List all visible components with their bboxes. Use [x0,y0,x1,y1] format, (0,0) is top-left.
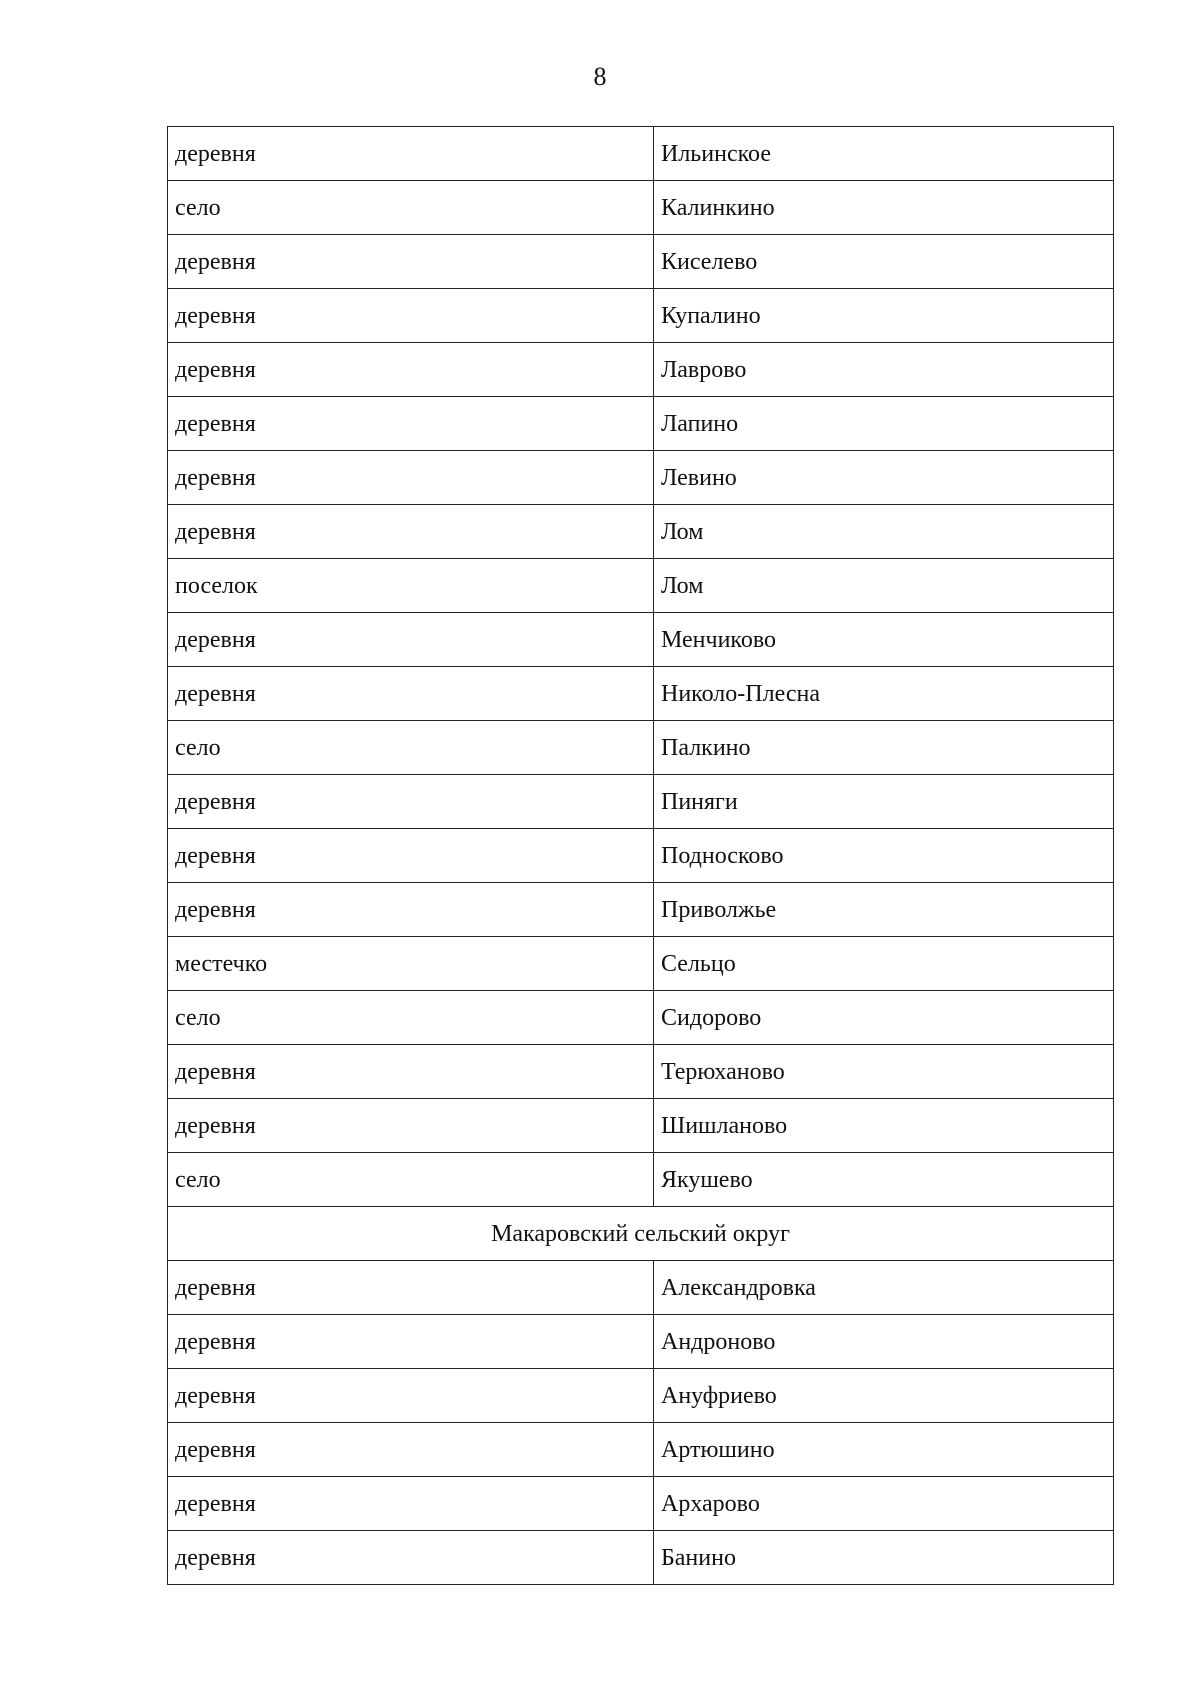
table-row [168,451,1114,505]
table-row [168,289,1114,343]
table-row [168,1099,1114,1153]
table-row [168,505,1114,559]
settlement-type-cell: деревня [168,451,654,505]
settlement-type-cell: деревня [168,1531,654,1585]
table-row [168,235,1114,289]
settlement-type-cell: деревня [168,1477,654,1531]
table-row [168,775,1114,829]
settlement-name-cell: Менчиково [654,613,1114,667]
settlement-name-cell: Андроново [654,1315,1114,1369]
settlement-type-cell: село [168,1153,654,1207]
settlement-name-cell: Пиняги [654,775,1114,829]
section-heading: Макаровский сельский округ [168,1207,1114,1261]
table-row [168,397,1114,451]
settlement-name-cell: Лапино [654,397,1114,451]
table-row [168,1477,1114,1531]
settlement-name-cell: Артюшино [654,1423,1114,1477]
settlement-name-cell: Ануфриево [654,1369,1114,1423]
settlement-type-cell: деревня [168,289,654,343]
settlement-name-cell: Банино [654,1531,1114,1585]
table-row [168,721,1114,775]
table-row [168,1045,1114,1099]
settlement-type-cell: деревня [168,883,654,937]
settlement-type-cell: деревня [168,1099,654,1153]
table-row [168,1423,1114,1477]
settlement-name-cell: Шишланово [654,1099,1114,1153]
settlement-type-cell: деревня [168,667,654,721]
settlement-type-cell: деревня [168,235,654,289]
settlement-type-cell: деревня [168,1261,654,1315]
settlement-type-cell: деревня [168,1045,654,1099]
settlement-type-cell: местечко [168,937,654,991]
settlement-name-cell: Лом [654,505,1114,559]
settlement-type-cell: деревня [168,397,654,451]
settlement-type-cell: село [168,721,654,775]
table-row [168,937,1114,991]
settlement-type-cell: поселок [168,559,654,613]
settlement-type-cell: деревня [168,1423,654,1477]
settlement-type-cell: деревня [168,829,654,883]
settlement-name-cell: Ильинское [654,127,1114,181]
table-row [168,829,1114,883]
settlement-type-cell: село [168,991,654,1045]
settlement-name-cell: Лаврово [654,343,1114,397]
page-number: 8 [593,62,607,91]
settlement-type-cell: деревня [168,613,654,667]
settlement-type-cell: деревня [168,1369,654,1423]
section-heading-row [168,1207,1114,1261]
settlement-name-cell: Сельцо [654,937,1114,991]
settlement-name-cell: Николо-Плесна [654,667,1114,721]
table-row [168,613,1114,667]
settlements-table [167,126,1114,1585]
settlement-name-cell: Калинкино [654,181,1114,235]
table-row [168,181,1114,235]
table-row [168,991,1114,1045]
table-row [168,1531,1114,1585]
table-row [168,1369,1114,1423]
table-row [168,559,1114,613]
settlement-name-cell: Архарово [654,1477,1114,1531]
settlement-name-cell: Лом [654,559,1114,613]
settlement-type-cell: село [168,181,654,235]
table-row [168,1261,1114,1315]
settlement-name-cell: Сидорово [654,991,1114,1045]
settlement-name-cell: Киселево [654,235,1114,289]
settlement-type-cell: деревня [168,1315,654,1369]
settlement-name-cell: Левино [654,451,1114,505]
settlement-name-cell: Якушево [654,1153,1114,1207]
table-row [168,343,1114,397]
settlement-name-cell: Приволжье [654,883,1114,937]
table-row [168,1153,1114,1207]
settlement-name-cell: Палкино [654,721,1114,775]
settlement-type-cell: деревня [168,127,654,181]
settlement-type-cell: деревня [168,775,654,829]
settlement-name-cell: Александровка [654,1261,1114,1315]
table-row [168,127,1114,181]
settlement-name-cell: Купалино [654,289,1114,343]
settlement-type-cell: деревня [168,505,654,559]
settlement-type-cell: деревня [168,343,654,397]
settlement-name-cell: Подносково [654,829,1114,883]
table-row [168,1315,1114,1369]
table-row [168,883,1114,937]
settlement-name-cell: Терюханово [654,1045,1114,1099]
table-row [168,667,1114,721]
